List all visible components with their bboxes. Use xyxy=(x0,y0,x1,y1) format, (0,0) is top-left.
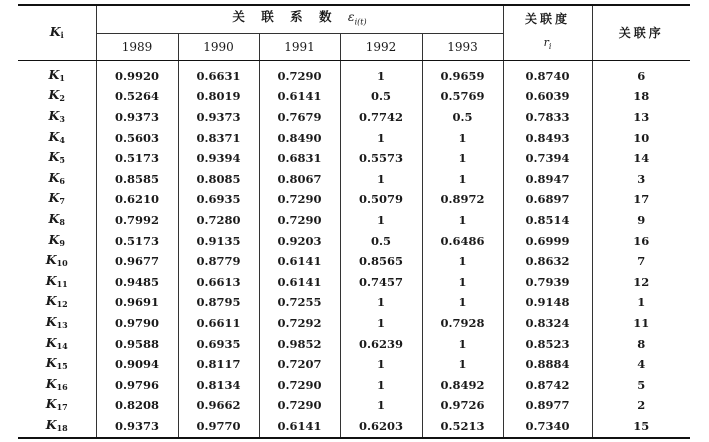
factor-label: $K_8$ xyxy=(18,210,96,231)
coefficient-cell: 0.6141 xyxy=(259,87,340,108)
factor-label: $K_{10}$ xyxy=(18,251,96,272)
factor-label: $K_9$ xyxy=(18,231,96,252)
coefficient-cell: 0.9691 xyxy=(96,293,178,314)
year-header: 1992 xyxy=(340,34,422,61)
coefficient-cell: 0.5 xyxy=(340,87,422,108)
factor-label: $K_{14}$ xyxy=(18,334,96,355)
degree-cell: 0.6039 xyxy=(503,87,592,108)
table-row xyxy=(18,334,690,355)
coefficient-cell: 0.8972 xyxy=(422,190,503,211)
coefficient-cell: 0.7928 xyxy=(422,313,503,334)
order-cell: 5 xyxy=(637,377,646,392)
coefficient-cell: 0.9852 xyxy=(259,334,340,355)
coefficient-cell: 1 xyxy=(422,128,503,149)
coefficient-cell: 0.6486 xyxy=(422,231,503,252)
coefficient-cell: 0.9726 xyxy=(422,396,503,417)
coefficient-cell: 0.7207 xyxy=(259,354,340,375)
table-header xyxy=(18,5,690,61)
coefficient-cell: 0.9135 xyxy=(178,231,259,252)
coefficient-cell: 0.8492 xyxy=(422,375,503,396)
coefficient-cell: 0.9373 xyxy=(178,107,259,128)
correlation-degree-header: 关联度 $r_i$ xyxy=(503,5,592,61)
year-header: 1990 xyxy=(178,34,259,61)
degree-cell: 0.6999 xyxy=(503,231,592,252)
coefficient-cell: 0.7457 xyxy=(340,272,422,293)
coefficient-cell: 0.7679 xyxy=(259,107,340,128)
table-row xyxy=(18,416,690,438)
coefficient-cell: 0.7290 xyxy=(259,375,340,396)
coefficient-cell: 1 xyxy=(340,61,422,87)
factor-label: $K_{13}$ xyxy=(18,313,96,334)
coefficient-cell: 0.5079 xyxy=(340,190,422,211)
coefficient-cell: 0.9373 xyxy=(96,416,178,438)
table-body xyxy=(18,61,690,438)
coefficient-cell: 1 xyxy=(340,293,422,314)
correlation-table xyxy=(18,4,690,439)
coefficient-cell: 0.5173 xyxy=(96,231,178,252)
table-row xyxy=(18,313,690,334)
factor-label: $K_3$ xyxy=(18,107,96,128)
coefficient-cell: 0.6141 xyxy=(259,416,340,438)
coefficient-cell: 1 xyxy=(422,293,503,314)
coefficient-cell: 0.6935 xyxy=(178,190,259,211)
coefficient-cell: 1 xyxy=(422,210,503,231)
degree-cell: 0.8947 xyxy=(503,169,592,190)
coefficient-cell: 1 xyxy=(422,251,503,272)
table-row xyxy=(18,169,690,190)
correlation-table-wrapper xyxy=(18,4,690,439)
coefficient-cell: 0.5173 xyxy=(96,148,178,169)
order-cell: 16 xyxy=(633,233,650,248)
coefficient-cell: 1 xyxy=(422,354,503,375)
coefficient-cell: 0.7255 xyxy=(259,293,340,314)
order-cell: 2 xyxy=(637,398,646,413)
order-cell: 12 xyxy=(633,274,650,289)
factor-label: $K_{11}$ xyxy=(18,272,96,293)
coefficient-cell: 0.8208 xyxy=(96,396,178,417)
factor-label: $K_2$ xyxy=(18,87,96,108)
table-row xyxy=(18,61,690,87)
coefficient-cell: 0.9203 xyxy=(259,231,340,252)
order-cell: 10 xyxy=(633,130,650,145)
degree-cell: 0.8740 xyxy=(503,61,592,87)
table-row xyxy=(18,148,690,169)
order-cell: 17 xyxy=(633,192,650,207)
degree-cell: 0.8742 xyxy=(503,375,592,396)
coefficient-cell: 0.6203 xyxy=(340,416,422,438)
order-cell: 14 xyxy=(633,151,650,166)
degree-cell: 0.8632 xyxy=(503,251,592,272)
correlation-order-header: 关联序 xyxy=(592,5,690,61)
order-cell: 6 xyxy=(637,68,646,83)
coefficient-cell: 1 xyxy=(422,148,503,169)
coefficient-cell: 0.9485 xyxy=(96,272,178,293)
degree-cell: 0.8493 xyxy=(503,128,592,149)
coefficient-cell: 0.7292 xyxy=(259,313,340,334)
table-row xyxy=(18,128,690,149)
degree-cell: 0.8977 xyxy=(503,396,592,417)
table-row xyxy=(18,293,690,314)
coefficient-cell: 0.9394 xyxy=(178,148,259,169)
coefficient-cell: 0.7290 xyxy=(259,61,340,87)
coefficient-cell: 0.8585 xyxy=(96,169,178,190)
coefficient-cell: 0.7290 xyxy=(259,190,340,211)
coefficient-cell: 0.9796 xyxy=(96,375,178,396)
coefficient-cell: 1 xyxy=(340,210,422,231)
coefficient-cell: 1 xyxy=(340,354,422,375)
order-cell: 7 xyxy=(637,254,646,269)
coefficient-cell: 1 xyxy=(340,375,422,396)
table-row xyxy=(18,231,690,252)
order-cell: 1 xyxy=(637,295,646,310)
correlation-coefficient-group-header: 关 联 系 数 $\varepsilon_{i(t)}$ xyxy=(96,5,503,34)
degree-cell: 0.9148 xyxy=(503,293,592,314)
coefficient-cell: 0.5264 xyxy=(96,87,178,108)
coefficient-cell: 0.8371 xyxy=(178,128,259,149)
coefficient-cell: 0.9588 xyxy=(96,334,178,355)
coefficient-cell: 1 xyxy=(422,169,503,190)
factor-label: $K_7$ xyxy=(18,190,96,211)
factor-label: $K_1$ xyxy=(18,61,96,87)
degree-cell: 0.8884 xyxy=(503,354,592,375)
factor-label: $K_{15}$ xyxy=(18,354,96,375)
coefficient-cell: 0.5 xyxy=(340,231,422,252)
table-row xyxy=(18,375,690,396)
coefficient-cell: 1 xyxy=(422,272,503,293)
factor-label: $K_{12}$ xyxy=(18,293,96,314)
factor-label: $K_{16}$ xyxy=(18,375,96,396)
order-cell: 18 xyxy=(633,89,650,104)
coefficient-cell: 0.6141 xyxy=(259,272,340,293)
coefficient-cell: 0.8565 xyxy=(340,251,422,272)
factor-label: $K_6$ xyxy=(18,169,96,190)
coefficient-cell: 0.7290 xyxy=(259,210,340,231)
coefficient-cell: 0.6613 xyxy=(178,272,259,293)
coefficient-cell: 0.9659 xyxy=(422,61,503,87)
degree-cell: 0.7939 xyxy=(503,272,592,293)
degree-cell: 0.7833 xyxy=(503,107,592,128)
coefficient-cell: 0.6831 xyxy=(259,148,340,169)
coefficient-cell: 0.6631 xyxy=(178,61,259,87)
order-cell: 13 xyxy=(633,109,650,124)
table-row xyxy=(18,107,690,128)
coefficient-cell: 0.9920 xyxy=(96,61,178,87)
coefficient-cell: 0.5769 xyxy=(422,87,503,108)
coefficient-cell: 0.9094 xyxy=(96,354,178,375)
order-cell: 4 xyxy=(637,357,646,372)
year-header: 1991 xyxy=(259,34,340,61)
coefficient-cell: 0.9790 xyxy=(96,313,178,334)
year-header: 1993 xyxy=(422,34,503,61)
order-cell: 11 xyxy=(633,315,650,330)
coefficient-cell: 0.9373 xyxy=(96,107,178,128)
coefficient-cell: 0.9662 xyxy=(178,396,259,417)
coefficient-cell: 0.9677 xyxy=(96,251,178,272)
order-cell: 9 xyxy=(637,212,646,227)
factor-label: $K_{17}$ xyxy=(18,396,96,417)
coefficient-cell: 0.8134 xyxy=(178,375,259,396)
table-row xyxy=(18,190,690,211)
degree-cell: 0.6897 xyxy=(503,190,592,211)
coefficient-cell: 0.7742 xyxy=(340,107,422,128)
coefficient-cell: 0.7290 xyxy=(259,396,340,417)
factor-label: $K_4$ xyxy=(18,128,96,149)
factor-label: $K_{18}$ xyxy=(18,416,96,438)
coefficient-cell: 0.8085 xyxy=(178,169,259,190)
coefficient-cell: 1 xyxy=(340,313,422,334)
coefficient-cell: 0.8067 xyxy=(259,169,340,190)
coefficient-cell: 0.7992 xyxy=(96,210,178,231)
order-cell: 3 xyxy=(637,171,646,186)
coefficient-cell: 0.5 xyxy=(422,107,503,128)
coefficient-cell: 0.7280 xyxy=(178,210,259,231)
order-cell: 15 xyxy=(633,418,650,433)
coefficient-cell: 0.6239 xyxy=(340,334,422,355)
coefficient-cell: 1 xyxy=(340,169,422,190)
year-header: 1989 xyxy=(96,34,178,61)
coefficient-cell: 0.6935 xyxy=(178,334,259,355)
coefficient-cell: 0.6141 xyxy=(259,251,340,272)
degree-cell: 0.7394 xyxy=(503,148,592,169)
coefficient-cell: 0.8795 xyxy=(178,293,259,314)
coefficient-cell: 1 xyxy=(340,128,422,149)
coefficient-cell: 0.6611 xyxy=(178,313,259,334)
order-cell: 8 xyxy=(637,336,646,351)
degree-cell: 0.8324 xyxy=(503,313,592,334)
table-row xyxy=(18,354,690,375)
table-row xyxy=(18,210,690,231)
degree-cell: 0.7340 xyxy=(503,416,592,438)
coefficient-cell: 0.8490 xyxy=(259,128,340,149)
coefficient-cell: 0.5213 xyxy=(422,416,503,438)
coefficient-cell: 0.6210 xyxy=(96,190,178,211)
table-row xyxy=(18,272,690,293)
coefficient-cell: 0.5603 xyxy=(96,128,178,149)
coefficient-cell: 0.5573 xyxy=(340,148,422,169)
table-row xyxy=(18,87,690,108)
table-row xyxy=(18,396,690,417)
degree-cell: 0.8523 xyxy=(503,334,592,355)
coefficient-cell: 0.8019 xyxy=(178,87,259,108)
coefficient-cell: 1 xyxy=(340,396,422,417)
factor-label: $K_5$ xyxy=(18,148,96,169)
degree-cell: 0.8514 xyxy=(503,210,592,231)
coefficient-cell: 0.9770 xyxy=(178,416,259,438)
coefficient-cell: 0.8779 xyxy=(178,251,259,272)
coefficient-cell: 1 xyxy=(422,334,503,355)
table-row xyxy=(18,251,690,272)
factor-column-header: $K_i$ xyxy=(18,5,96,61)
coefficient-cell: 0.8117 xyxy=(178,354,259,375)
